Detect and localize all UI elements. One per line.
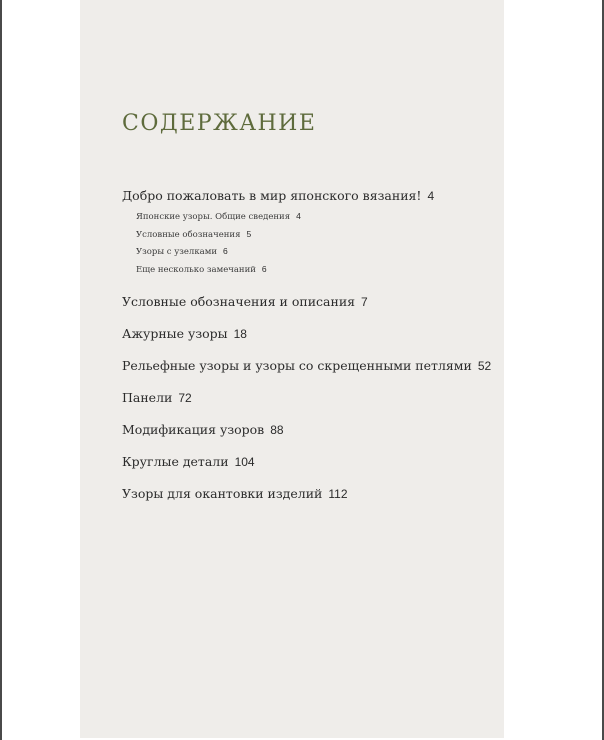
toc-entry[interactable] [122, 419, 492, 451]
toc-entry-label: Ажурные узоры [122, 326, 228, 341]
book-page [80, 0, 504, 738]
toc-entry-page: 52 [477, 359, 492, 373]
toc-subentry-page: 4 [296, 211, 301, 221]
toc-entry-label: Круглые детали [122, 454, 229, 469]
toc-entry[interactable] [122, 355, 492, 387]
toc-subentry-page: 5 [246, 228, 252, 239]
toc-subentry[interactable] [136, 244, 492, 262]
toc-subentry-page: 6 [261, 263, 267, 274]
toc-entry[interactable] [122, 483, 492, 515]
toc-sublist [122, 209, 492, 279]
toc-subentry-label: Узоры с узелками [136, 247, 217, 257]
toc-entry-label: Рельефные узоры и узоры со скрещенными петлями [122, 358, 472, 373]
toc-entry-page: 88 [270, 423, 284, 437]
toc-section [122, 185, 492, 279]
toc-subentry-label: Еще несколько замечаний [136, 264, 256, 275]
toc-entry-page: 18 [233, 327, 247, 341]
toc-entry-page: 104 [234, 455, 255, 469]
toc-subentry-label: Японские узоры. Общие сведения [136, 212, 291, 222]
toc-entry-label: Модификация узоров [122, 422, 265, 437]
toc-entry[interactable] [122, 185, 492, 209]
toc-entry[interactable] [122, 451, 492, 483]
toc-entry-label: Условные обозначения и описания [122, 294, 356, 309]
toc-entry-label: Добро пожаловать в мир японского вязания! [122, 188, 422, 203]
toc-subentry-label: Условные обозначения [136, 229, 241, 240]
toc-list [122, 185, 492, 515]
toc-subentry-page: 6 [223, 246, 228, 256]
toc-entry[interactable] [122, 387, 492, 419]
toc-entry-page: 4 [427, 189, 435, 203]
toc-entry-label: Панели [122, 390, 173, 405]
toc-title: СОДЕРЖАНИЕ [122, 111, 317, 136]
toc-entry-page: 112 [328, 487, 348, 501]
toc-subentry[interactable] [136, 262, 492, 280]
toc-entry[interactable] [122, 291, 492, 323]
toc-entry-page: 7 [361, 295, 368, 309]
toc-entry-page: 72 [178, 391, 192, 405]
toc-subentry[interactable] [136, 227, 492, 245]
toc-entry-label: Узоры для окантовки изделий [122, 486, 323, 501]
toc-subentry[interactable] [136, 209, 492, 227]
toc-entry[interactable] [122, 323, 492, 355]
